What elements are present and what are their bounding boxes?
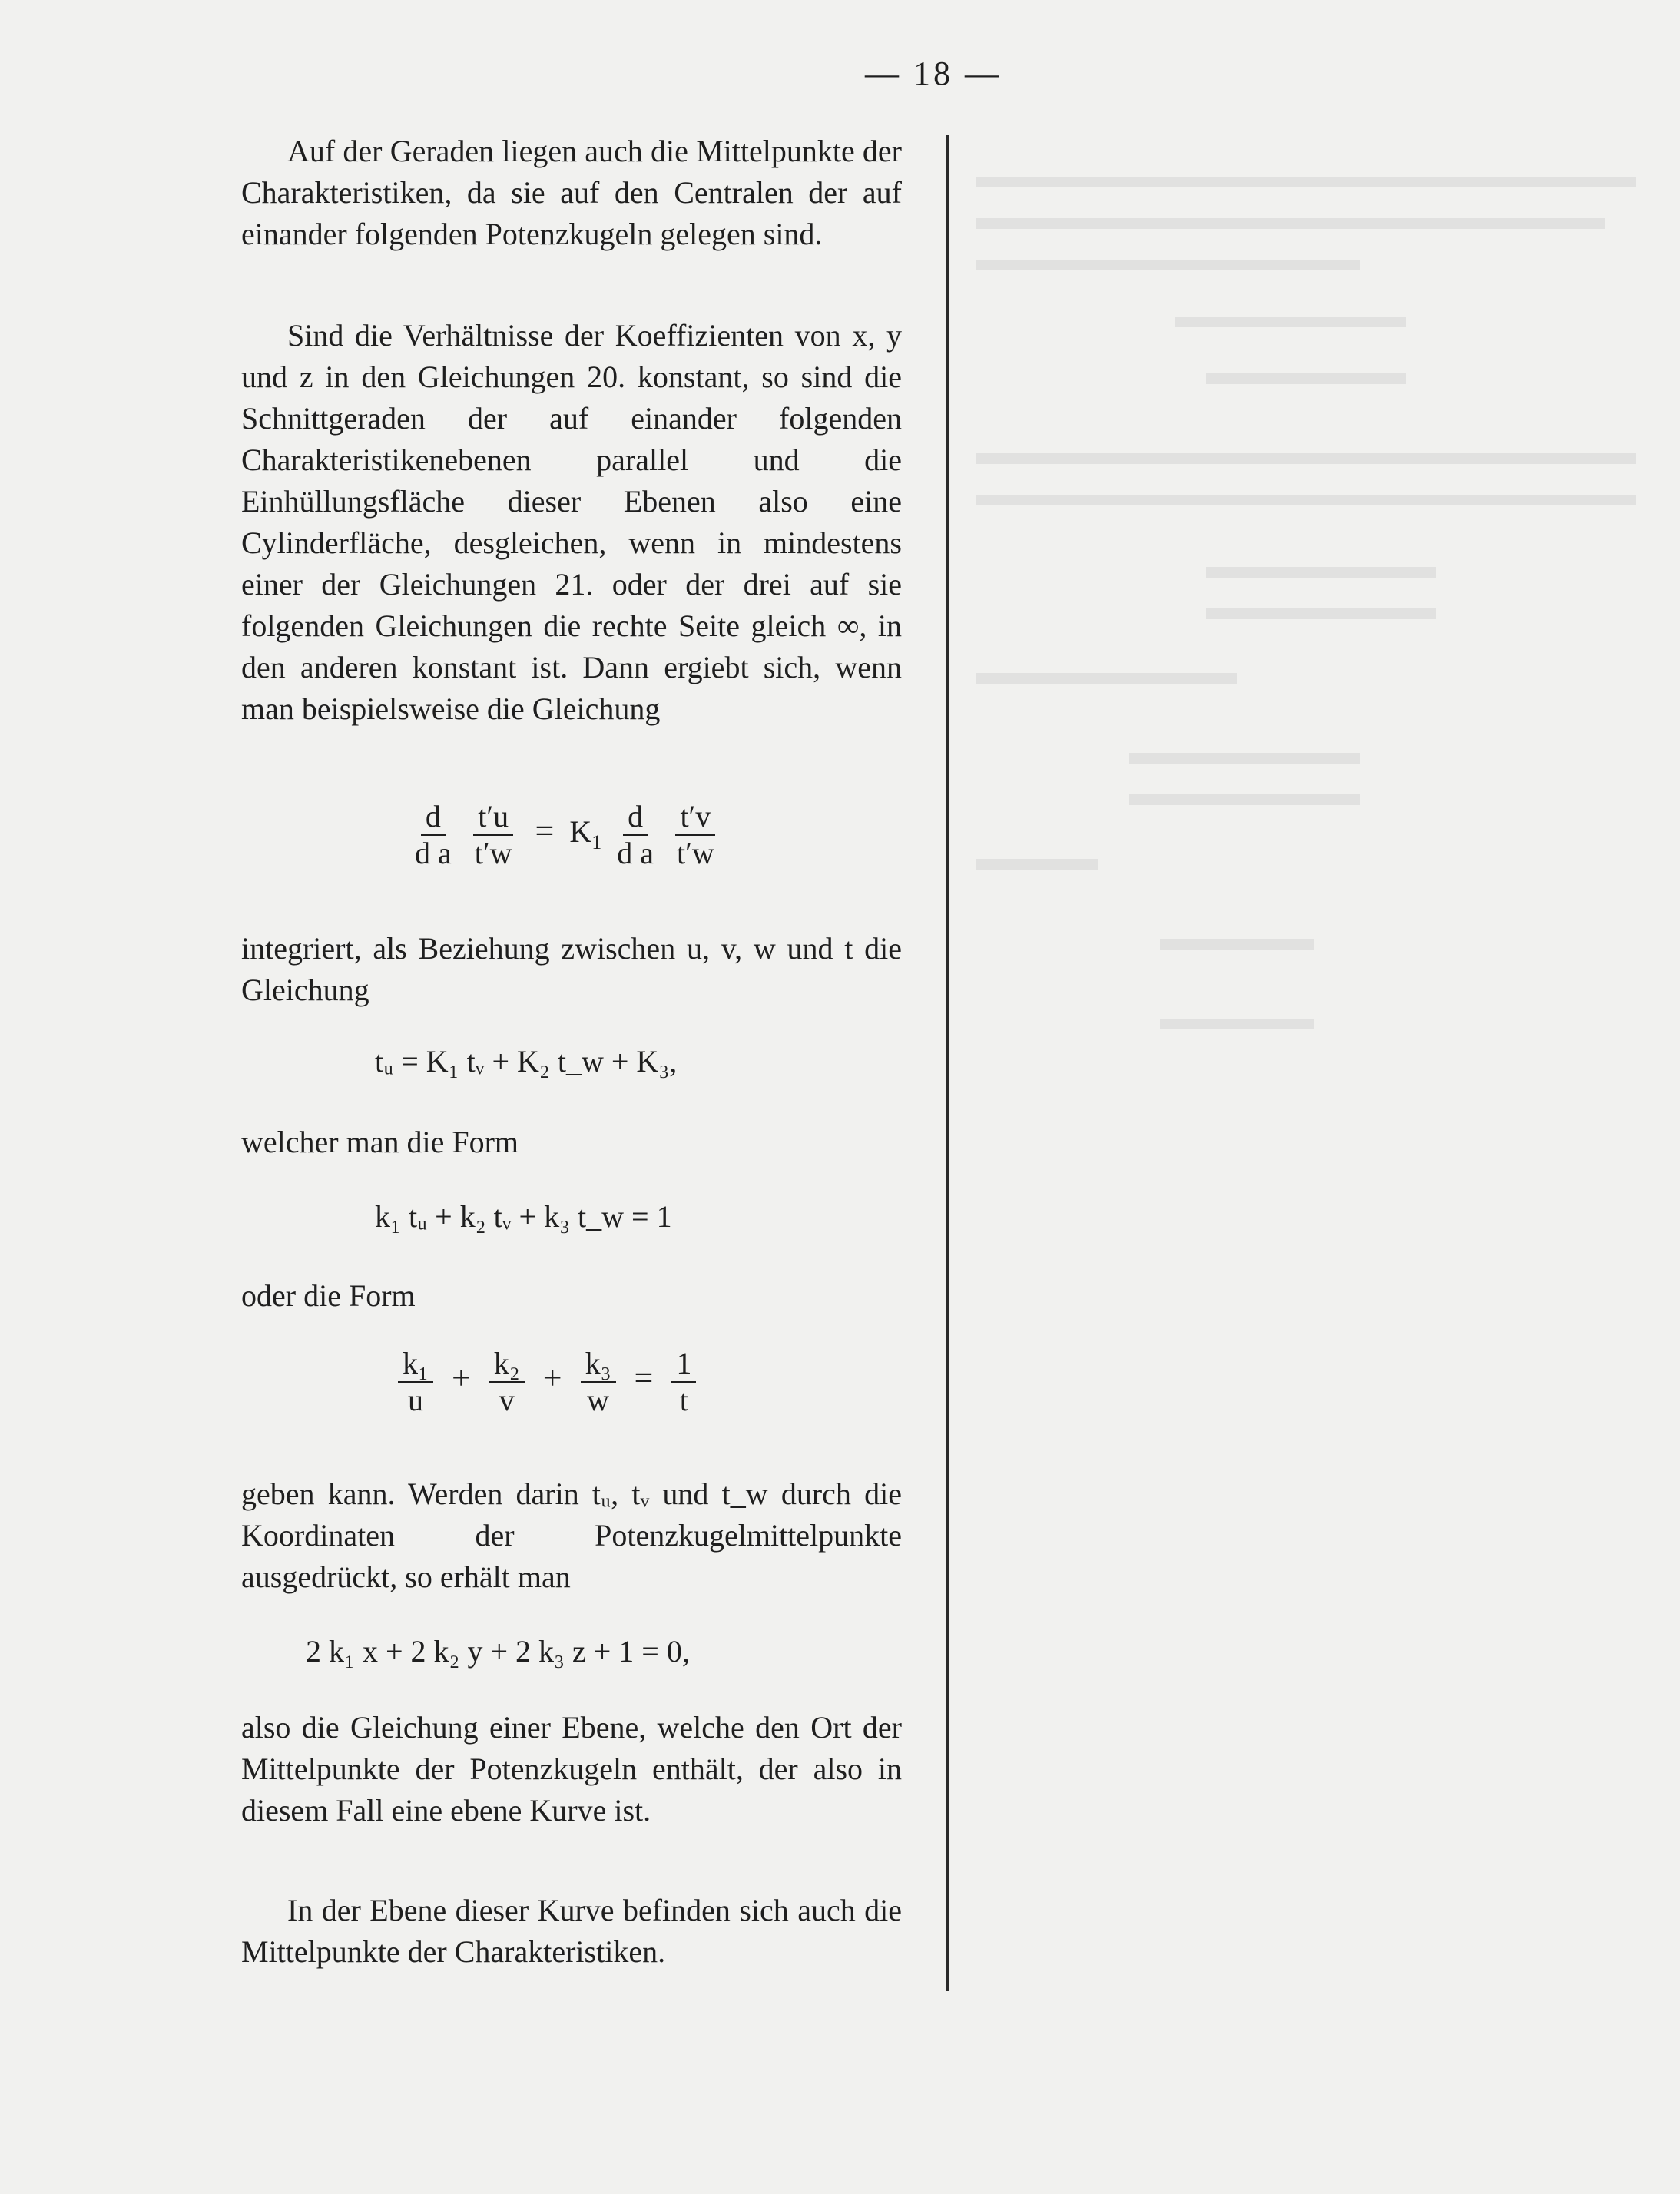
paragraph-5: oder die Form [241, 1278, 416, 1313]
equation-tu: tᵤ = K₁ tᵥ + K₂ t_w + K₃, [375, 1044, 678, 1079]
bleed-through-texture [976, 131, 1667, 2020]
eq1-tw2-denominator: t′w [677, 836, 714, 870]
paragraph-3: integriert, als Beziehung zwischen u, v, w und t die Gleichung [241, 931, 902, 1007]
eq4-plus-1: + [451, 1359, 471, 1397]
eq1-da-denominator: d a [415, 836, 452, 870]
equation-plane: 2 k₁ x + 2 k₂ y + 2 k₃ z + 1 = 0, [306, 1634, 690, 1669]
paragraph-2: Sind die Verhältnisse der Koeffizienten von x, y und z in den Gleichungen 20. konstant, so sind die Schnittgeraden der auf einander folgenden Charakteristikenebenen parallel und die Einhüllungsfläche dieser Ebenen also eine Cylinderfläche, desgleichen, wenn in mindestens einer der Gleichungen 21. oder der drei auf sie folgenden Gleichungen die rechte Seite gleich ∞, in den anderen konstant ist. Dann ergiebt sich, wenn man beispielsweise die Gleichung [241, 318, 902, 726]
paragraph-4: welcher man die Form [241, 1125, 519, 1159]
equation-derivative-ratio [407, 799, 722, 871]
eq4-k1: k₁ [398, 1346, 433, 1383]
paragraph-7: also die Gleichung einer Ebene, welche den Ort der Mittelpunkte der Potenzkugeln enthält, der also in diesem Fall eine ebene Kurve ist. [241, 1710, 902, 1828]
eq4-equals: = [634, 1359, 654, 1397]
page-number: — 18 — [865, 55, 1002, 92]
eq4-w: w [587, 1383, 609, 1417]
eq1-tv-numerator: t′v [675, 799, 715, 836]
eq1-d2-numerator: d [623, 799, 648, 836]
paragraph-1: Auf der Geraden liegen auch die Mittelpunkte der Charakteristiken, da sie auf den Centralen der auf einander folgenden Potenzkugeln gelegen sind. [241, 134, 902, 251]
eq4-v: v [499, 1383, 515, 1417]
eq1-tw-denominator: t′w [474, 836, 512, 870]
eq1-tu-numerator: t′u [473, 799, 513, 836]
equation-reciprocal [395, 1346, 699, 1418]
eq1-equals: = [535, 812, 555, 850]
eq4-k3: k₃ [581, 1346, 616, 1383]
eq1-da2-denominator: d a [617, 836, 654, 870]
equation-linear-k: k₁ tᵤ + k₂ tᵥ + k₃ t_w = 1 [375, 1199, 672, 1234]
eq4-one: 1 [671, 1346, 696, 1383]
eq4-u: u [407, 1383, 423, 1417]
eq1-k-subscript: 1 [591, 831, 602, 854]
eq1-d-numerator: d [421, 799, 446, 836]
eq1-k: K [569, 814, 592, 850]
eq4-k2: k₂ [489, 1346, 525, 1383]
column-rule [946, 135, 949, 1991]
eq4-plus-2: + [542, 1359, 562, 1397]
paragraph-8: In der Ebene dieser Kurve befinden sich auch die Mittelpunkte der Charakteristiken. [241, 1893, 902, 1969]
eq4-t: t [679, 1383, 688, 1417]
paragraph-6: geben kann. Werden darin tᵤ, tᵥ und t_w durch die Koordinaten der Potenzkugelmittelpunkte ausgedrückt, so erhält man [241, 1476, 902, 1594]
